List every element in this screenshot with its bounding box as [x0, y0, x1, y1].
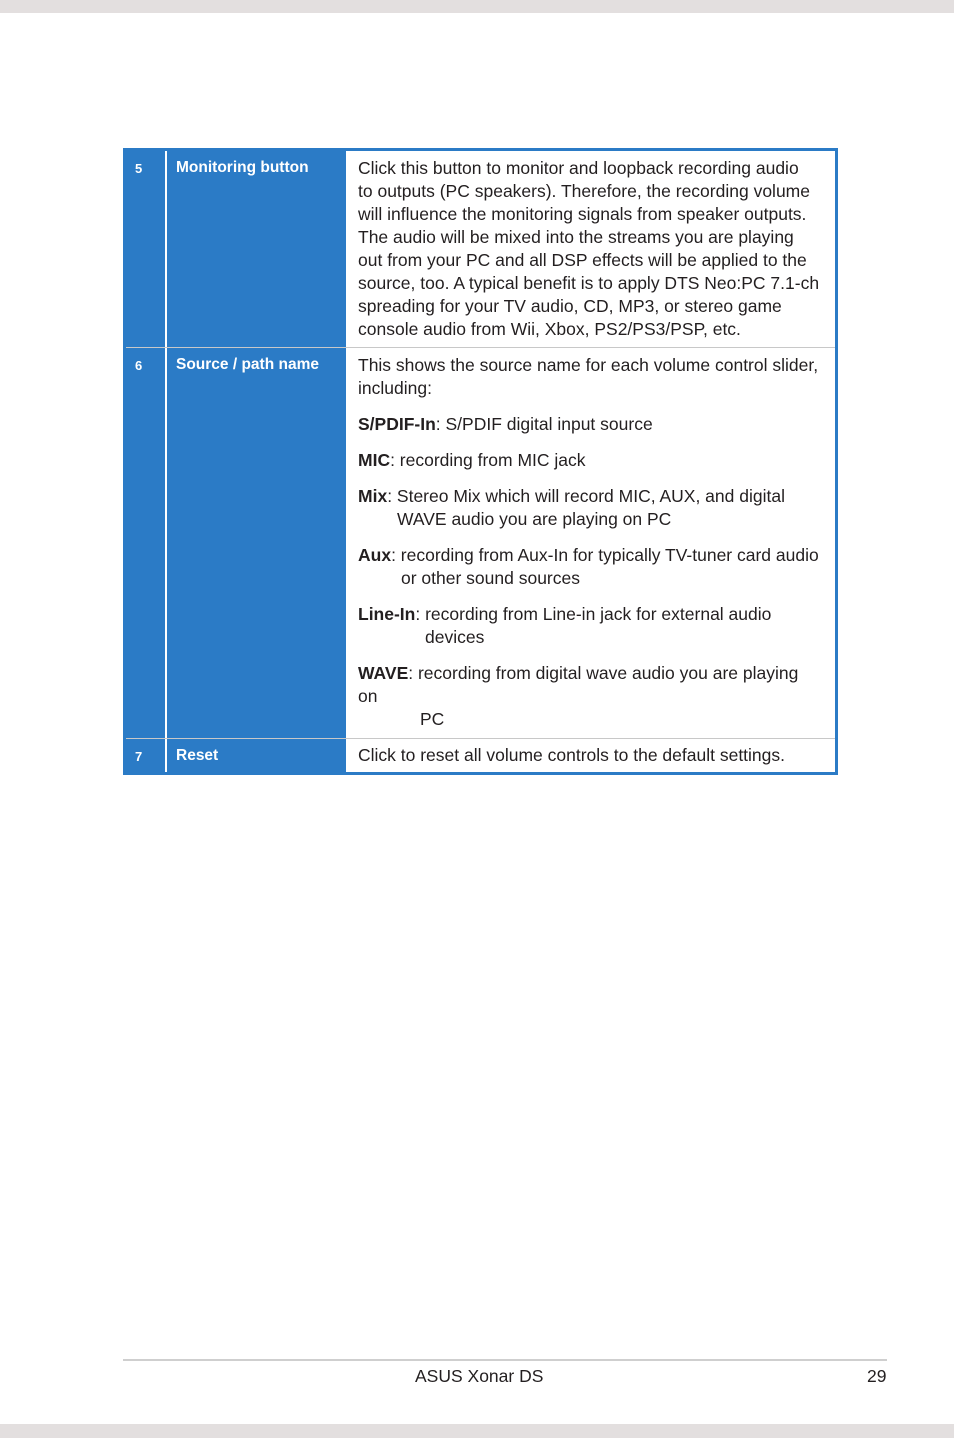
page-bottom-band — [0, 1424, 954, 1438]
description-line: The audio will be mixed into the streams you are playing — [358, 227, 794, 247]
source-definition: : recording from Aux-In for typically TV-tuner card audio — [391, 545, 819, 565]
description-line: This shows the source name for each volume control slider, — [358, 355, 819, 375]
row-number: 5 — [126, 151, 167, 347]
source-term: S/PDIF-In — [358, 414, 436, 434]
source-term: Mix — [358, 486, 388, 506]
row-item-name: Monitoring button — [167, 151, 348, 347]
source-term: Aux — [358, 545, 392, 565]
table-row — [126, 348, 835, 739]
source-term: Line-In — [358, 604, 416, 624]
row-number: 6 — [126, 348, 167, 738]
description-line: console audio from Wii, Xbox, PS2/PS3/PSP, etc. — [358, 319, 741, 339]
footer-title: ASUS Xonar DS — [415, 1366, 544, 1386]
source-term: WAVE — [358, 663, 409, 683]
description-line: including: — [358, 378, 432, 398]
row-number: 7 — [126, 739, 167, 772]
source-definition: : recording from Line-in jack for external audio — [415, 604, 772, 624]
description-line: Click this button to monitor and loopback recording audio — [358, 158, 799, 178]
source-definition-continued: PC — [420, 709, 445, 729]
description-line: out from your PC and all DSP effects will be applied to the — [358, 250, 807, 270]
source-item-line-in — [358, 603, 821, 649]
description-line: Click to reset all volume controls to the default settings. — [358, 745, 786, 765]
description-line: will influence the monitoring signals from speaker outputs. — [358, 204, 807, 224]
row-description — [348, 348, 835, 738]
source-item-mic — [358, 449, 821, 472]
source-item-aux — [358, 544, 821, 590]
source-definition-continued: devices — [425, 627, 485, 647]
row-description — [348, 739, 835, 772]
row-item-name: Reset — [167, 739, 348, 772]
description-table — [123, 148, 838, 775]
source-definition-continued: or other sound sources — [401, 568, 580, 588]
footer-divider — [123, 1359, 887, 1361]
source-term: MIC — [358, 450, 391, 470]
source-definition: : S/PDIF digital input source — [435, 414, 653, 434]
source-definition: : recording from MIC jack — [390, 450, 586, 470]
source-definition: : Stereo Mix which will record MIC, AUX, and digital — [387, 486, 785, 506]
row-item-name: Source / path name — [167, 348, 348, 738]
description-intro — [358, 354, 821, 400]
source-item-wave — [358, 662, 821, 731]
description-line: spreading for your TV audio, CD, MP3, or stereo game — [358, 296, 782, 316]
description-line: to outputs (PC speakers). Therefore, the recording volume — [358, 181, 810, 201]
source-item-spdif — [358, 413, 821, 436]
page-number: 29 — [867, 1366, 887, 1386]
table-row — [126, 739, 835, 772]
source-item-mix — [358, 485, 821, 531]
table-row — [126, 151, 835, 348]
row-description — [348, 151, 835, 347]
description-line: source, too. A typical benefit is to apply DTS Neo:PC 7.1-ch — [358, 273, 820, 293]
source-definition: : recording from digital wave audio you are playing on — [358, 663, 799, 706]
page-top-band — [0, 0, 954, 13]
source-definition-continued: WAVE audio you are playing on PC — [397, 509, 672, 529]
